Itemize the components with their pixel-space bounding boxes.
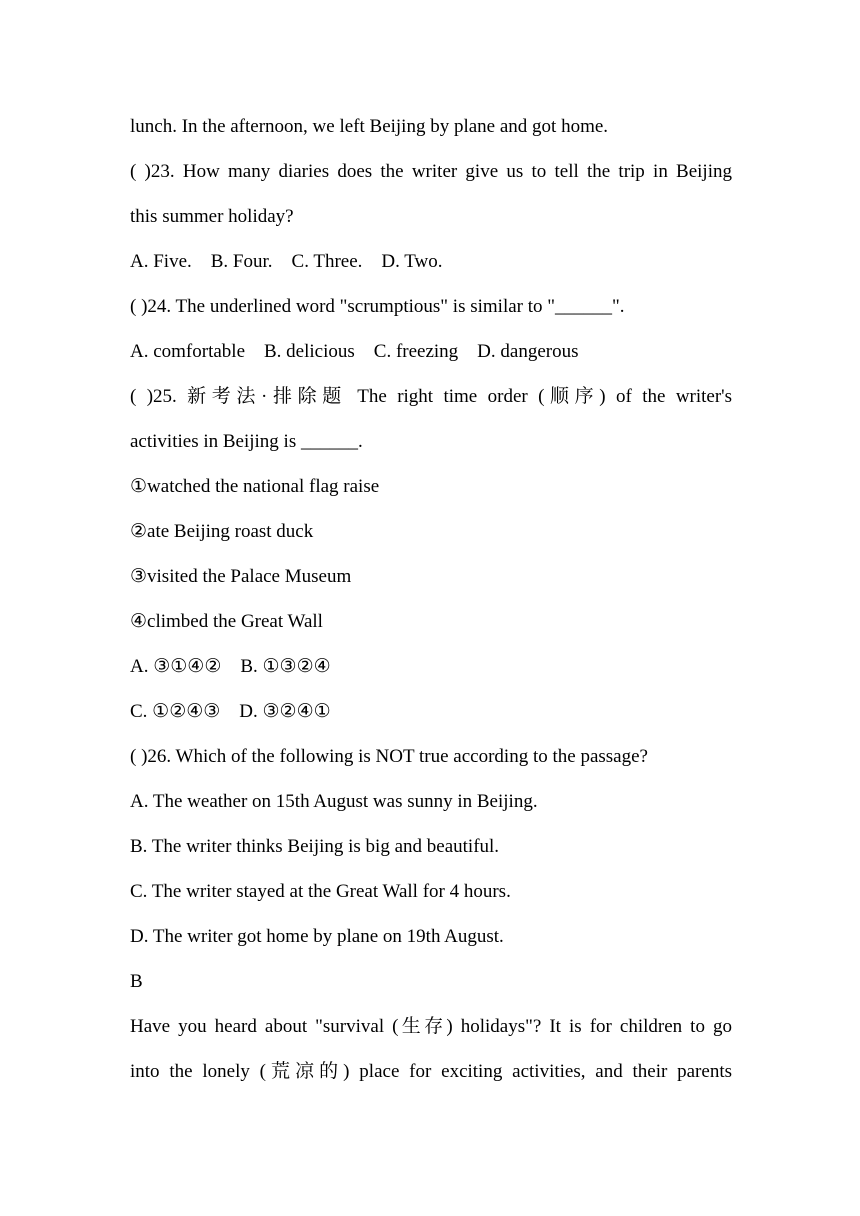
question-26: ( )26. Which of the following is NOT true according to the passage? [130, 746, 648, 767]
question-26-option-d: D. The writer got home by plane on 19th August. [130, 926, 504, 947]
question-26-option-a: A. The weather on 15th August was sunny in Beijing. [130, 791, 538, 812]
question-26-option-b: B. The writer thinks Beijing is big and beautiful. [130, 836, 500, 857]
activity-item-4: ④climbed the Great Wall [130, 611, 323, 632]
question-24-options: A. comfortable B. delicious C. freezing D. dangerous [130, 341, 579, 362]
section-heading-b: B [130, 971, 143, 992]
activity-item-2: ②ate Beijing roast duck [130, 521, 314, 542]
question-23-options: A. Five. B. Four. C. Three. D. Two. [130, 251, 443, 272]
question-26-option-c: C. The writer stayed at the Great Wall for 4 hours. [130, 881, 511, 902]
activity-item-3: ③visited the Palace Museum [130, 566, 352, 587]
passage-line: lunch. In the afternoon, we left Beijing by plane and got home. [130, 116, 609, 137]
question-25-continued: activities in Beijing is ______. [130, 431, 363, 452]
document-body [130, 104, 732, 1094]
passage-b-line-1: Have you heard about "survival (生存) holidays"? It is for children to go [130, 1016, 732, 1037]
question-23-continued: this summer holiday? [130, 206, 294, 227]
question-24: ( )24. The underlined word "scrumptious" is similar to "______". [130, 296, 625, 317]
question-25-options-cd: C. ①②④③ D. ③②④① [130, 701, 331, 722]
activity-item-1: ①watched the national flag raise [130, 476, 380, 497]
question-23: ( )23. How many diaries does the writer give us to tell the trip in Beijing [130, 161, 732, 182]
question-25: ( )25. 新考法·排除题 The right time order (顺序) of the writer's [130, 386, 732, 407]
passage-b-line-2: into the lonely (荒凉的) place for exciting activities, and their parents [130, 1061, 732, 1082]
question-25-options-ab: A. ③①④② B. ①③②④ [130, 656, 331, 677]
